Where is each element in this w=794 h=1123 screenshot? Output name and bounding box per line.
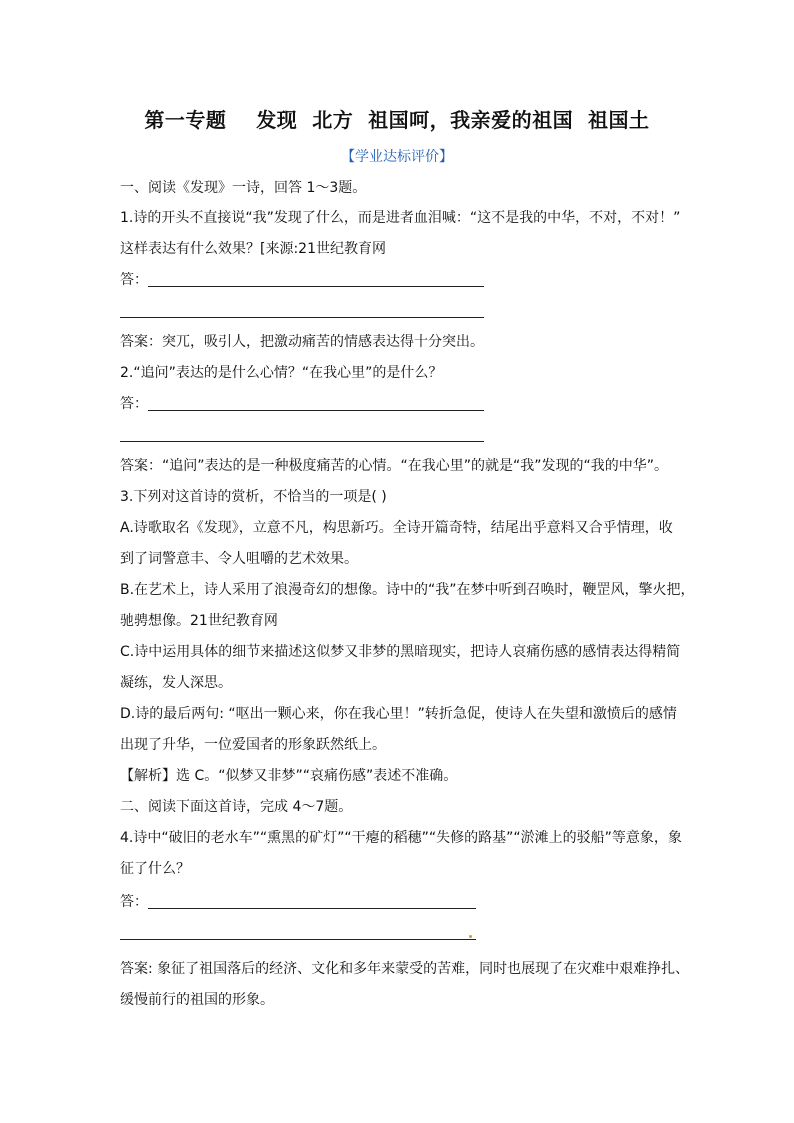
q3-option-d-line1: D.诗的最后两句: “呕出一颗心来，你在我心里！”转折急促，使诗人在失望和激愤后的感情 <box>120 706 677 722</box>
q2-stem: 2.“追问”表达的是什么心情？“在我心里”的是什么？ <box>120 365 443 381</box>
q1-answer-line-1[interactable] <box>148 286 484 287</box>
q1-stem-line2: 这样表达有什么效果？[来源:21世纪教育网 <box>120 241 386 257</box>
q1-stem-line1: 1.诗的开头不直接说“我”发现了什么，而是进者血泪喊：“这不是我的中华，不对，不对！” <box>120 210 681 226</box>
q3-option-b-line2: 驰骋想像。21世纪教育网 <box>120 613 278 629</box>
q1-answer-label: 答： <box>120 272 148 288</box>
q4-answer-line1: 答案: 象征了祖国落后的经济、文化和多年来蒙受的苦难，同时也展现了在灾难中艰难挣扎、 <box>120 961 690 977</box>
q4-stem-line1: 4.诗中“破旧的老水车”“熏黑的矿灯”“干瘪的稻穗”“失修的路基”“淤滩上的驳船”等意象，象 <box>120 830 682 846</box>
stray-mark-dot <box>469 935 472 938</box>
section2-heading: 二、阅读下面这首诗，完成 4～7题。 <box>120 799 353 815</box>
q3-stem: 3.下列对这首诗的赏析，不恰当的一项是( ) <box>120 489 387 505</box>
q2-answer-label: 答： <box>120 396 148 412</box>
q3-option-b-line1: B.在艺术上，诗人采用了浪漫奇幻的想像。诗中的“我”在梦中听到召唤时，鞭罡风，擎火把， <box>120 582 695 598</box>
q2-answer: 答案：“追问”表达的是一种极度痛苦的心情。“在我心里”的就是“我”发现的“我的中华”。 <box>120 458 669 474</box>
q4-answer-line-1[interactable] <box>148 908 476 909</box>
q1-answer: 答案：突兀，吸引人，把激动痛苦的情感表达得十分突出。 <box>120 334 484 350</box>
section-subtitle: 【学业达标评价】 <box>341 149 453 165</box>
q3-option-a-line2: 到了词警意丰、令人咀嚼的艺术效果。 <box>120 551 358 567</box>
q3-option-d-line2: 出现了升华，一位爱国者的形象跃然纸上。 <box>120 737 386 753</box>
q4-answer-label: 答： <box>120 894 148 910</box>
q2-answer-line-1[interactable] <box>148 410 484 411</box>
q4-answer-line2: 缓慢前行的祖国的形象。 <box>120 992 274 1008</box>
page-title: 第一专题 发现 北方 祖国呵，我亲爱的祖国 祖国土 <box>144 108 650 132</box>
q3-option-c-line1: C.诗中运用具体的细节来描述这似梦又非梦的黑暗现实，把诗人哀痛伤感的感情表达得精简 <box>120 644 681 660</box>
q4-answer-line-2[interactable] <box>120 939 476 940</box>
q1-answer-line-2[interactable] <box>120 317 484 318</box>
q4-stem-line2: 征了什么？ <box>120 861 190 877</box>
q2-answer-line-2[interactable] <box>120 441 484 442</box>
q3-option-c-line2: 凝练，发人深思。 <box>120 675 232 691</box>
q3-analysis: 【解析】选 C。“似梦又非梦”“哀痛伤感”表述不准确。 <box>120 768 458 784</box>
section1-heading: 一、阅读《发现》一诗，回答 1～3题。 <box>120 180 367 196</box>
q3-option-a-line1: A.诗歌取名《发现》，立意不凡，构思新巧。全诗开篇奇特，结尾出乎意料又合乎情理，收 <box>120 520 673 536</box>
